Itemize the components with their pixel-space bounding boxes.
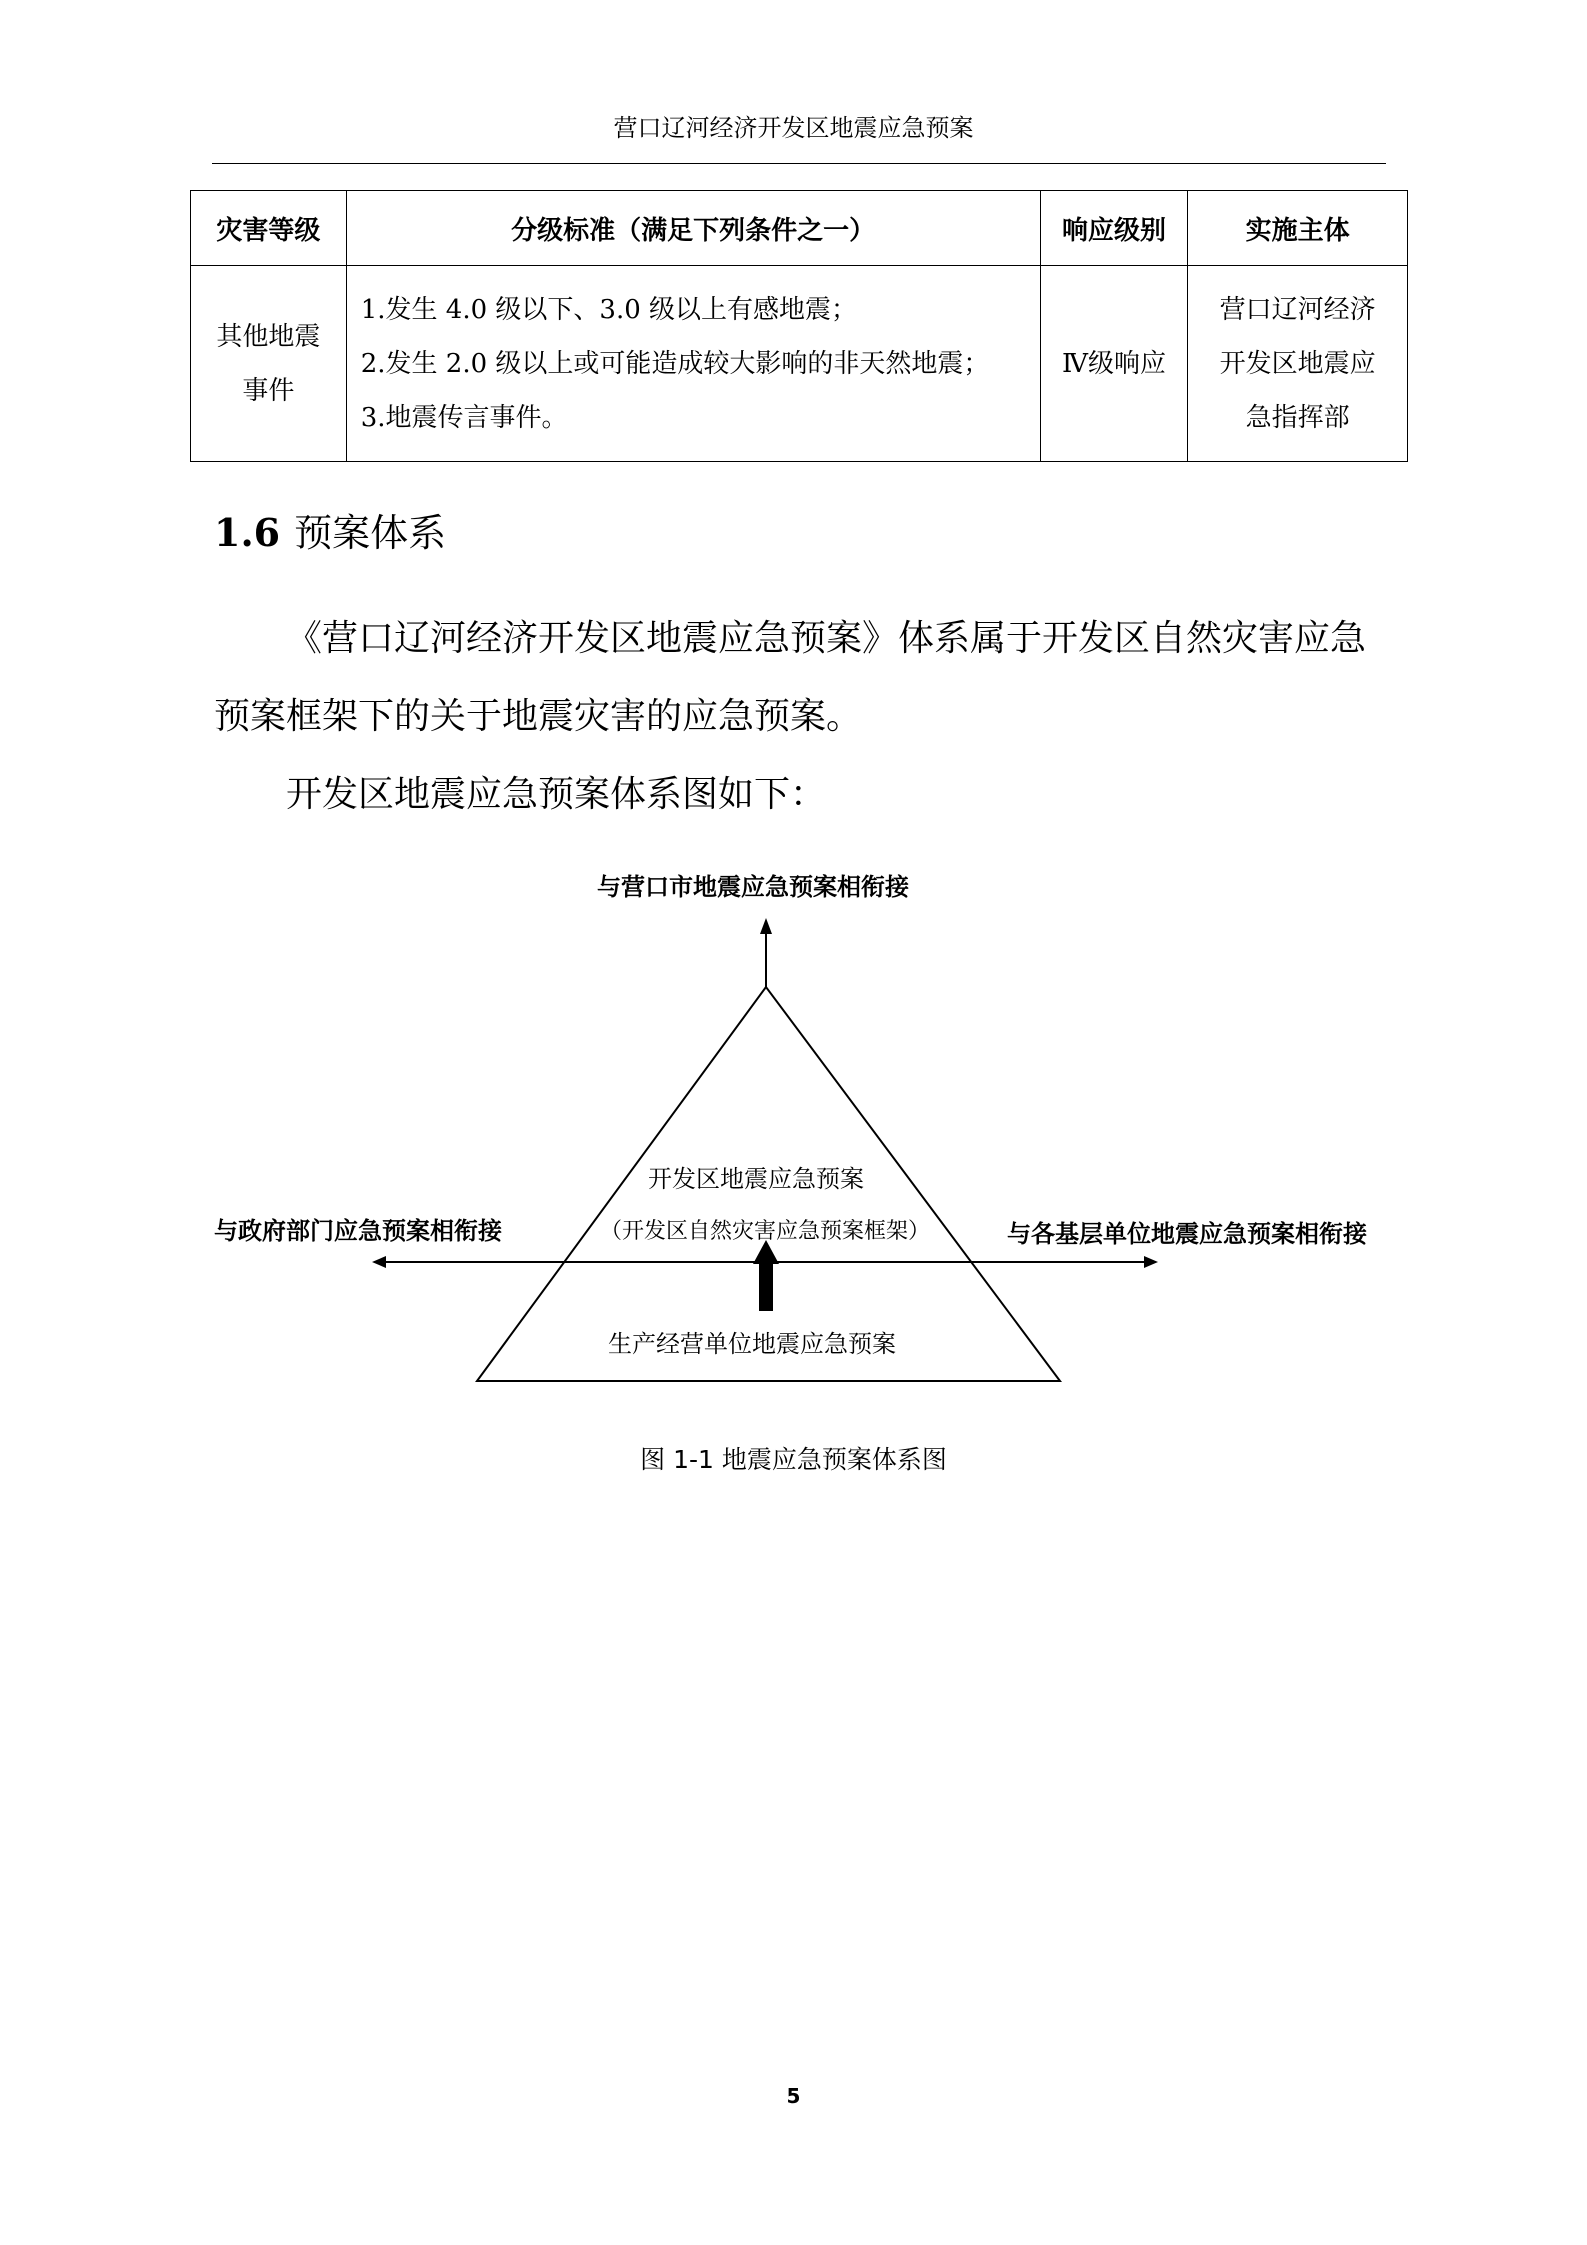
col-header-level: 灾害等级 <box>191 191 347 266</box>
criteria-item: 3.地震传言事件。 <box>360 402 568 433</box>
running-header: 营口辽河经济开发区地震应急预案 <box>613 114 974 142</box>
agency-line: 开发区地震应 <box>1219 348 1376 379</box>
col-header-agency: 实施主体 <box>1188 191 1408 266</box>
criteria-item: 2.发生 2.0 级以上或可能造成较大影响的非天然地震； <box>360 348 990 379</box>
agency-line: 营口辽河经济 <box>1219 294 1376 325</box>
level-line: 其他地震 <box>216 321 321 352</box>
figure-caption: 图 1-1 地震应急预案体系图 <box>640 1445 947 1474</box>
right-arrow-head <box>1144 1256 1158 1268</box>
col-header-criteria: 分级标准（满足下列条件之一） <box>346 191 1040 266</box>
middle-subtitle: （开发区自然灾害应急预案框架） <box>600 1219 931 1244</box>
body-paragraph: 开发区地震应急预案体系图如下： <box>286 774 827 815</box>
bottom-title: 生产经营单位地震应急预案 <box>608 1330 896 1358</box>
page-number: 5 <box>786 2084 801 2108</box>
col-header-response: 响应级别 <box>1040 191 1188 266</box>
top-link-label: 与营口市地震应急预案相衔接 <box>597 872 909 901</box>
right-link-label: 与各基层单位地震应急预案相衔接 <box>1007 1219 1367 1248</box>
agency-line: 急指挥部 <box>1245 402 1350 433</box>
block-arrow-shaft <box>759 1261 773 1311</box>
middle-title: 开发区地震应急预案 <box>648 1165 864 1193</box>
left-arrow-head <box>372 1256 386 1268</box>
body-paragraph: 《营口辽河经济开发区地震应急预案》体系属于开发区自然灾害应急预案框架下的关于地震灾害的应急预案。 <box>214 618 1367 737</box>
section-title: 预案体系 <box>294 511 447 555</box>
section-number: 1.6 <box>214 510 281 555</box>
level-line: 事件 <box>242 375 295 406</box>
criteria-item: 1.发生 4.0 级以下、3.0 级以上有感地震； <box>360 294 858 325</box>
up-arrow-head <box>760 918 772 934</box>
left-link-label: 与政府部门应急预案相衔接 <box>214 1216 502 1245</box>
response-cell: Ⅳ级响应 <box>1040 266 1188 462</box>
